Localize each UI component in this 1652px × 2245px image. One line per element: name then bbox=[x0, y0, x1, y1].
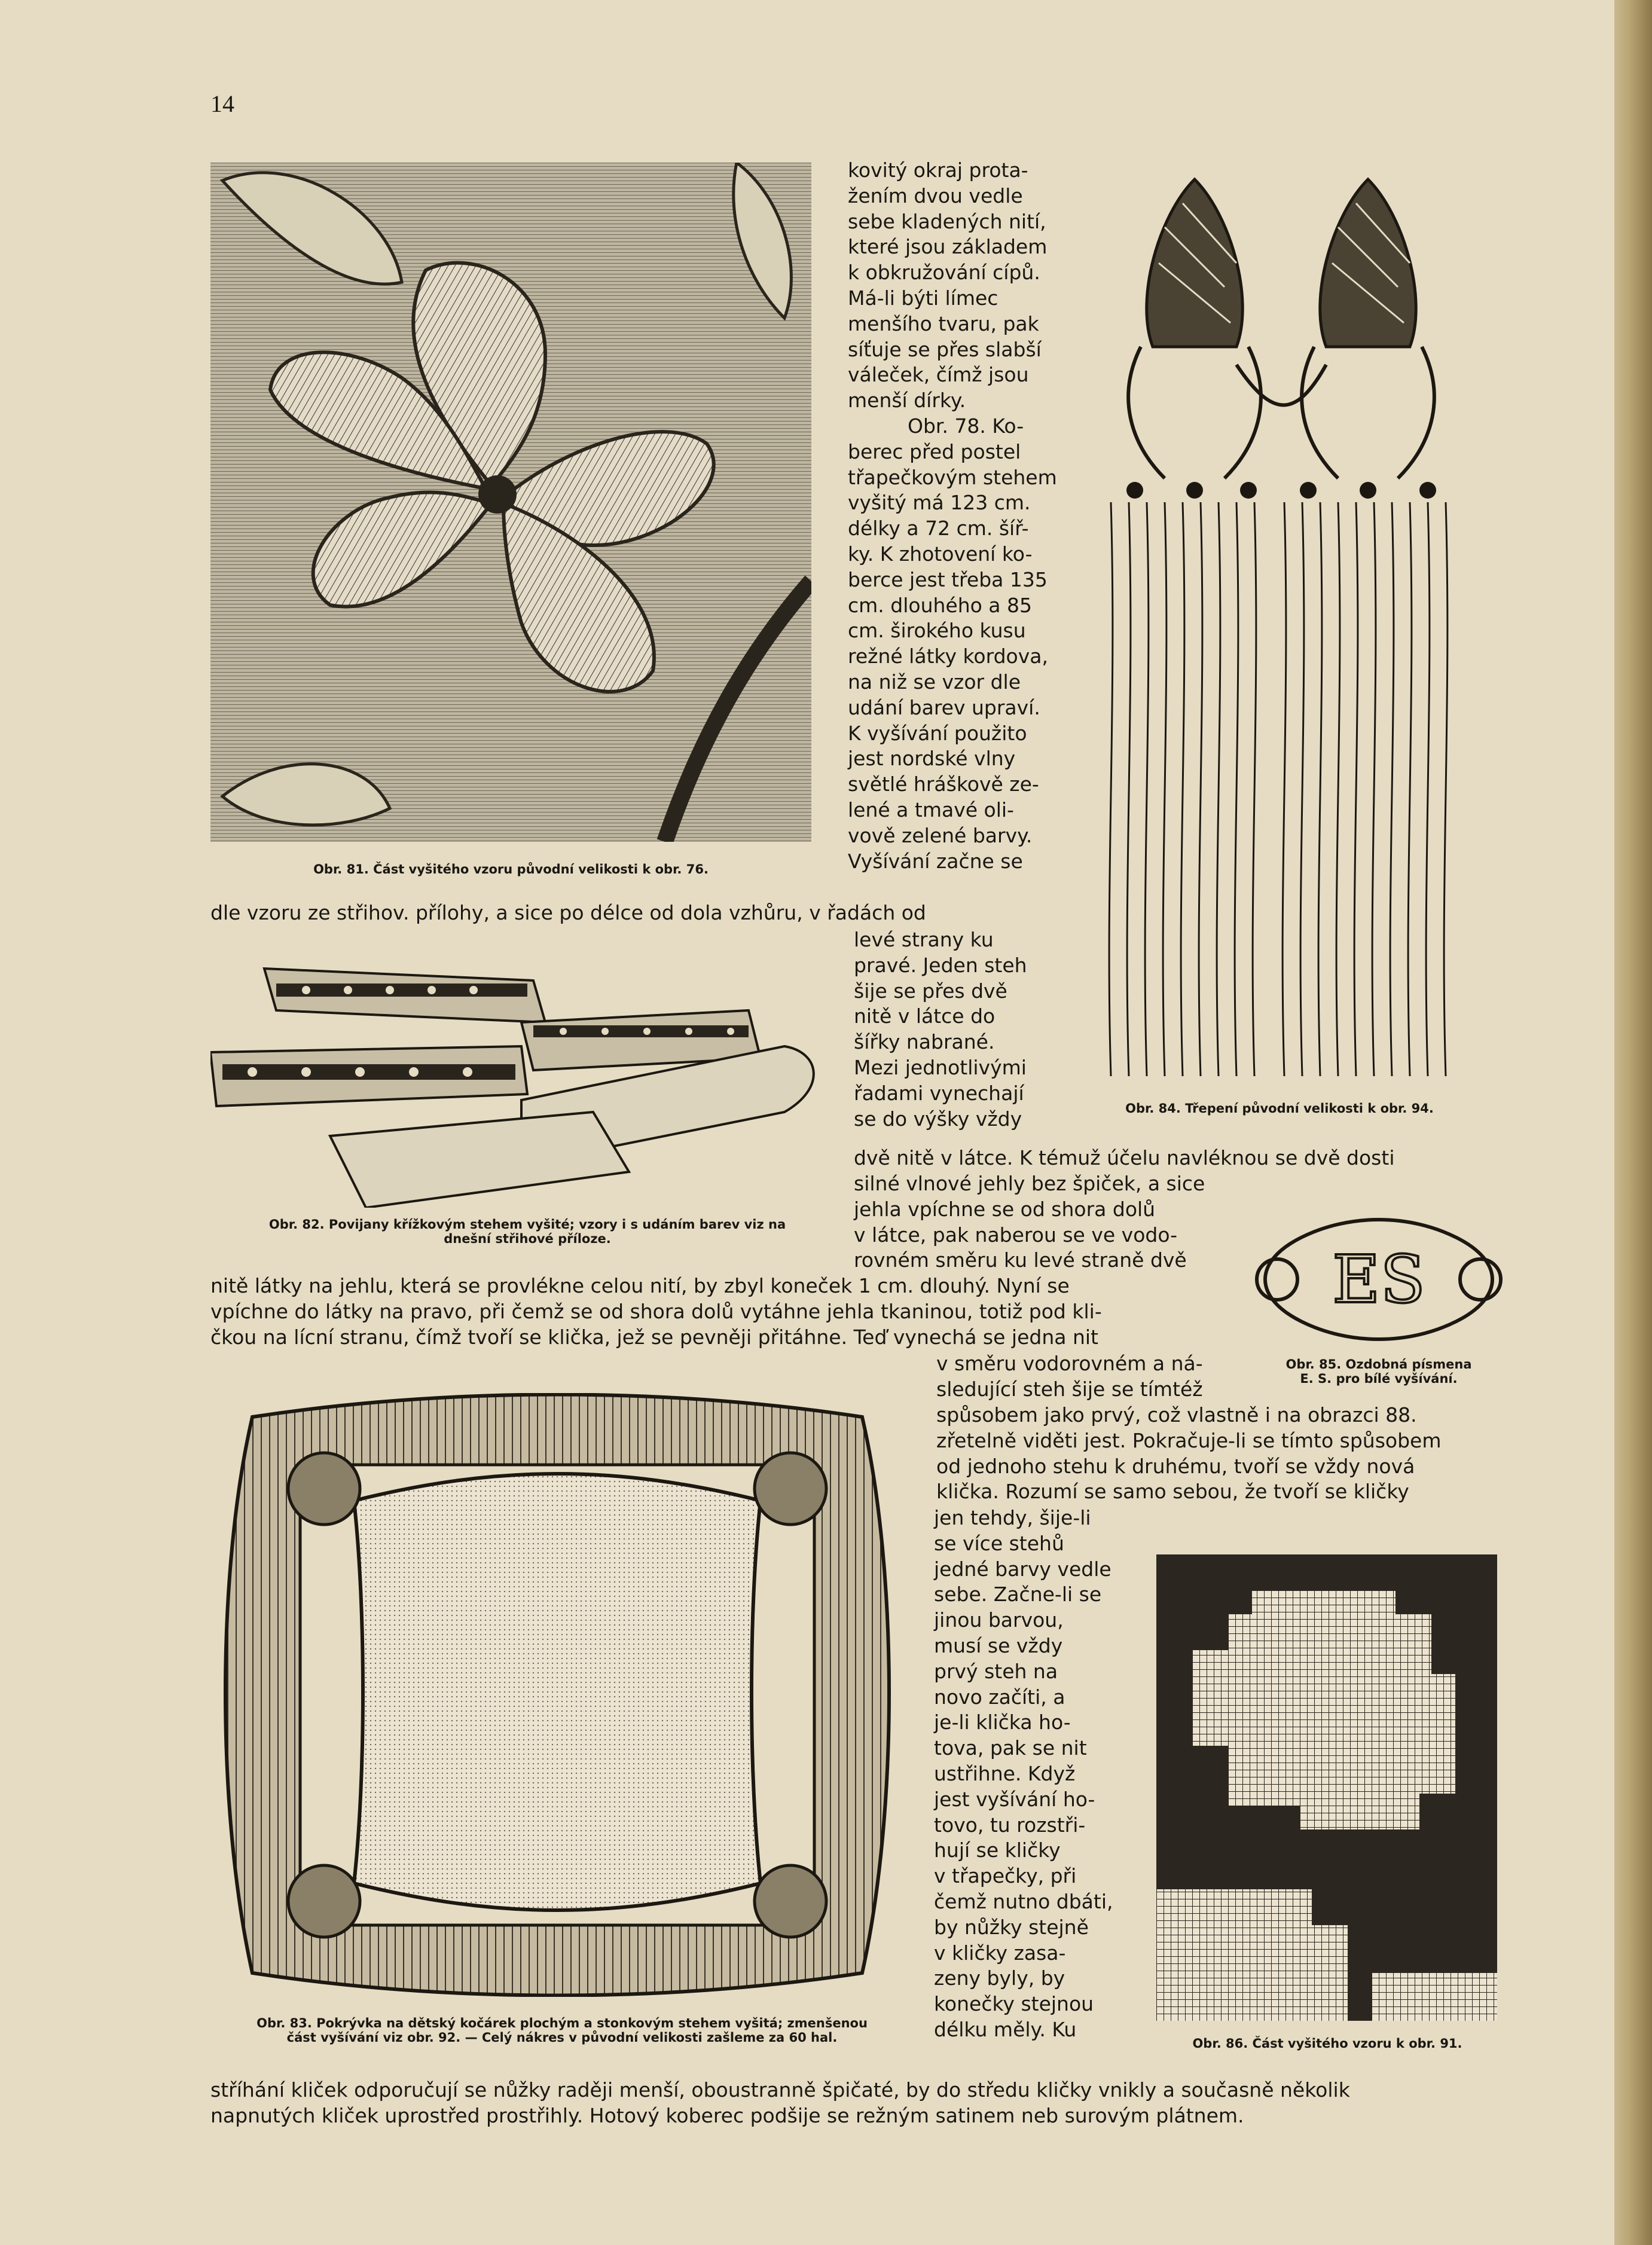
figure-83-carriage-cover bbox=[210, 1393, 904, 1997]
figure-86-stitch-detail bbox=[1156, 1554, 1497, 2021]
fringe-knot-image bbox=[1093, 167, 1464, 1088]
book-spine-edge bbox=[1614, 0, 1652, 2245]
text-line-wide-1: dle vzoru ze střihov. přílohy, a sice po délce od dola vzhůru, v řadách od bbox=[210, 901, 926, 924]
page-number: 14 bbox=[210, 90, 234, 117]
figure-83-caption: Obr. 83. Pokrývka na dětský kočárek plochým a stonkovým stehem vyšitá; zmenšenou část vyšívání viz obr. 92. — Celý nákres v původní velikosti zašleme za 60 hal. bbox=[256, 2016, 868, 2045]
text-column-6: jen tehdy, šije-li se více stehů jedné barvy vedle sebe. Začne-li se jinou barvou, musí se vždy prvý steh na novo začíti, a je-li klička ho- tova, pak se nit ustřihne. Když jest vyšívání ho- tovo, tu rozstři- hují se kličky v třapečky, při čemž nutno dbáti, by nůžky stejně v kličky zasa- zeny byly, by konečky stejnou délku měly. Ku bbox=[934, 1506, 1113, 2041]
text-lines-wide-4: stříhání kliček odporučují se nůžky raději menší, oboustranně špičaté, by do středu kličky vnikly a současně několik napnutých kliček uprostřed prostřihly. Hotový koberec podšije se režným satinem neb surovým plátnem. bbox=[210, 2078, 1350, 2127]
monogram-es-image bbox=[1253, 1214, 1504, 1345]
text-line-wide-2: dvě nitě v látce. K témuž účelu navléknou se dvě dosti bbox=[854, 1146, 1395, 1169]
text-column-3: silné vlnové jehly bez špiček, a sice jehla vpíchne se od shora dolů v látce, pak naberou se ve vodo- rovném směru ku levé straně dvě bbox=[854, 1172, 1205, 1272]
ribbons-image bbox=[210, 957, 844, 1208]
stitch-detail-image bbox=[1156, 1554, 1497, 2021]
figure-84-fringe bbox=[1093, 167, 1464, 1088]
figure-81-flower-embroidery bbox=[210, 163, 811, 842]
flower-embroidery-image bbox=[210, 163, 811, 842]
text-column-2: levé strany ku pravé. Jeden steh šije se přes dvě nitě v látce do šířky nabrané. Mezi jednotlivými řadami vynechají se do výšky vždy bbox=[854, 928, 1027, 1131]
text-column-5: spůsobem jako prvý, což vlastně i na obrazci 88. zřetelně viděti jest. Pokračuje-li se tímto spůsobem od jednoho stehu k druhému, tvoří se vždy nová klička. Rozumí se samo sebou, že tvoří se kličky bbox=[936, 1403, 1442, 1504]
carriage-cover-image bbox=[210, 1393, 904, 1997]
figure-85-monogram bbox=[1253, 1214, 1504, 1345]
text-column-4: v směru vodorovném a ná- sledující steh šije se tímtéž bbox=[936, 1352, 1203, 1401]
figure-81-caption: Obr. 81. Část vyšitého vzoru původní velikosti k obr. 76. bbox=[313, 862, 709, 876]
text-lines-wide-3: nitě látky na jehlu, která se provlékne celou nití, by zbyl koneček 1 cm. dlouhý. Nyní se vpíchne do látky na pravo, při čemž se od shora dolů vytáhne jehla tkaninou, totiž pod kli- čkou na lícní stranu, čímž tvoří se klička, jež se pevněji přitáhne. Teď vynechá se jedna nit bbox=[210, 1274, 1102, 1349]
figure-86-caption: Obr. 86. Část vyšitého vzoru k obr. 91. bbox=[1192, 2036, 1462, 2051]
figure-84-caption: Obr. 84. Třepení původní velikosti k obr. 94. bbox=[1125, 1101, 1434, 1116]
figure-85-caption: Obr. 85. Ozdobná písmena E. S. pro bílé vyšívání. bbox=[1285, 1357, 1472, 1386]
monogram-letters: ES bbox=[1332, 1241, 1425, 1318]
figure-82-ribbons bbox=[210, 957, 844, 1208]
figure-82-caption: Obr. 82. Povijany křížkovým stehem vyšité; vzory i s udáním barev viz na dnešní střihové příloze. bbox=[268, 1217, 786, 1246]
text-column-1: kovitý okraj prota- žením dvou vedle sebe kladených nití, které jsou základem k obkružování cípů. Má-li býti límec menšího tvaru, pak síťuje se přes slabší váleček, čímž jsou menší dírky. Obr. 78. Ko- berec před postel třapečkovým stehem vyšitý má 123 cm. délky a 72 cm. šíř- ky. K zhotovení ko- berce jest třeba 135 cm. dlouhého a 85 cm. širokého kusu režné látky kordova, na niž se vzor dle udání barev upraví. K vyšívání použito jest nordské vlny světlé hráškově ze- lené a tmavé oli- vově zelené barvy. Vyšívání začne se bbox=[848, 158, 1057, 873]
